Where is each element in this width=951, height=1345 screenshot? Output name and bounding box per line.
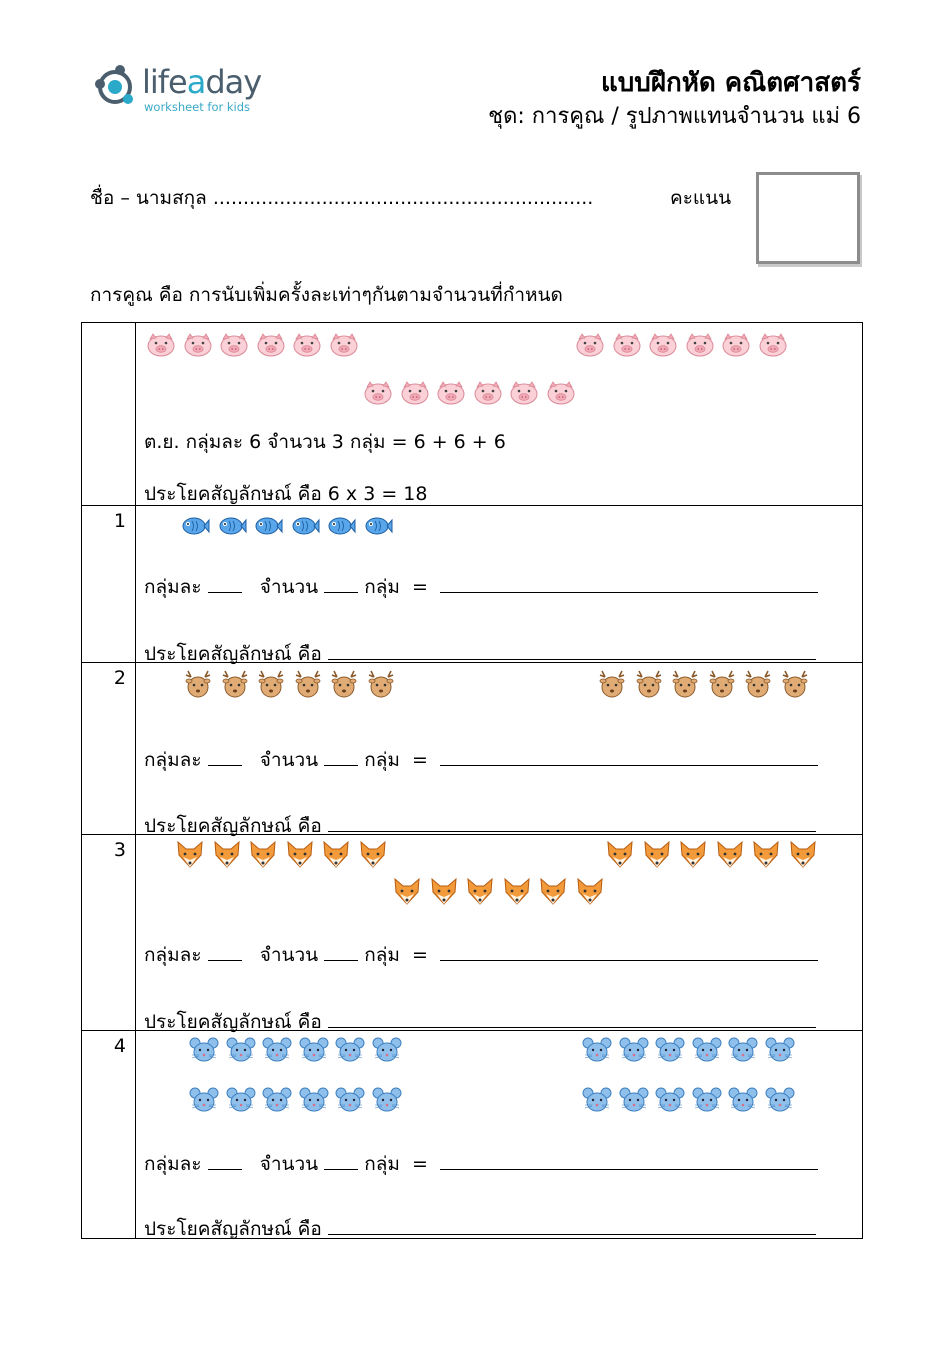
example-row bbox=[82, 323, 862, 505]
deer-icon bbox=[597, 669, 816, 699]
number-cell bbox=[82, 663, 136, 834]
pig-icon bbox=[146, 330, 365, 360]
per-group-label: กลุ่มละ bbox=[144, 749, 202, 771]
mouse-icon bbox=[582, 1035, 801, 1065]
definition-text: การคูณ คือ การนับเพิ่มครั้งละเท่าๆกันตามจำนวนที่กำหนด bbox=[90, 284, 563, 306]
number-cell bbox=[82, 835, 136, 1030]
sentence-label: ประโยคสัญลักษณ์ คือ bbox=[144, 1011, 322, 1033]
score-box bbox=[756, 172, 860, 264]
fish-icon bbox=[180, 511, 399, 541]
group-label: กลุ่ม bbox=[364, 749, 400, 771]
group-line bbox=[144, 572, 818, 602]
group-label: กลุ่ม bbox=[364, 944, 400, 966]
addition-blank[interactable] bbox=[440, 591, 818, 593]
sentence-blank[interactable] bbox=[328, 1026, 816, 1028]
count-blank[interactable] bbox=[324, 959, 358, 961]
count-blank[interactable] bbox=[324, 591, 358, 593]
page-subtitle: ชุด: การคูณ / รูปภาพแทนจำนวน แม่ 6 bbox=[488, 104, 861, 129]
sentence-label: ประโยคสัญลักษณ์ คือ bbox=[144, 815, 322, 837]
number-cell bbox=[82, 506, 136, 662]
example-addition: ต.ย. กลุ่มละ 6 จำนวน 3 กลุ่ม = 6 + 6 + 6 bbox=[144, 431, 506, 453]
group-line bbox=[144, 1149, 818, 1179]
group-line bbox=[144, 940, 818, 970]
per-group-label: กลุ่มละ bbox=[144, 576, 202, 598]
page-title: แบบฝึกหัด คณิตศาสตร์ bbox=[600, 68, 861, 98]
count-label: จำนวน bbox=[259, 749, 319, 771]
fox-icon bbox=[175, 839, 394, 869]
count-blank[interactable] bbox=[324, 1168, 358, 1170]
number-cell bbox=[82, 323, 136, 505]
mouse-icon bbox=[189, 1085, 408, 1115]
per-group-label: กลุ่มละ bbox=[144, 944, 202, 966]
group-line bbox=[144, 745, 818, 775]
question-number: 1 bbox=[113, 510, 126, 532]
sentence-blank[interactable] bbox=[328, 658, 816, 660]
question-row-3 bbox=[82, 834, 862, 1033]
per-group-blank[interactable] bbox=[208, 959, 242, 961]
per-group-blank[interactable] bbox=[208, 764, 242, 766]
logo-icon bbox=[90, 62, 140, 112]
per-group-label: กลุ่มละ bbox=[144, 1153, 202, 1175]
pig-icon bbox=[575, 330, 794, 360]
group-label: กลุ่ม bbox=[364, 576, 400, 598]
question-row-4 bbox=[82, 1030, 862, 1238]
count-label: จำนวน bbox=[259, 944, 319, 966]
equals-label: = bbox=[412, 576, 428, 598]
pig-icon bbox=[363, 378, 582, 408]
fox-icon bbox=[605, 839, 824, 869]
number-cell bbox=[82, 1031, 136, 1238]
sentence-blank[interactable] bbox=[328, 1233, 816, 1235]
example-sentence: ประโยคสัญลักษณ์ คือ 6 x 3 = 18 bbox=[144, 483, 428, 505]
name-field: ชื่อ – นามสกุล ............................................................... bbox=[90, 187, 594, 209]
score-label: คะแนน bbox=[670, 187, 732, 209]
sentence-blank[interactable] bbox=[328, 830, 816, 832]
logo bbox=[90, 60, 290, 120]
addition-blank[interactable] bbox=[440, 959, 818, 961]
mouse-icon bbox=[582, 1085, 801, 1115]
sentence-label: ประโยคสัญลักษณ์ คือ bbox=[144, 643, 322, 665]
equals-label: = bbox=[412, 1153, 428, 1175]
equals-label: = bbox=[412, 749, 428, 771]
logo-tagline: worksheet for kids bbox=[144, 100, 251, 114]
per-group-blank[interactable] bbox=[208, 591, 242, 593]
question-row-1 bbox=[82, 505, 862, 665]
worksheet-table bbox=[81, 322, 863, 1239]
question-row-2 bbox=[82, 662, 862, 837]
equals-label: = bbox=[412, 944, 428, 966]
addition-blank[interactable] bbox=[440, 1168, 818, 1170]
per-group-blank[interactable] bbox=[208, 1168, 242, 1170]
question-number: 2 bbox=[113, 667, 126, 689]
sentence-line bbox=[144, 1214, 816, 1244]
count-label: จำนวน bbox=[259, 576, 319, 598]
fox-icon bbox=[392, 876, 611, 906]
group-label: กลุ่ม bbox=[364, 1153, 400, 1175]
mouse-icon bbox=[189, 1035, 408, 1065]
question-number: 4 bbox=[113, 1035, 126, 1057]
count-blank[interactable] bbox=[324, 764, 358, 766]
sentence-label: ประโยคสัญลักษณ์ คือ bbox=[144, 1218, 322, 1240]
addition-blank[interactable] bbox=[440, 764, 818, 766]
deer-icon bbox=[183, 669, 402, 699]
question-number: 3 bbox=[113, 839, 126, 861]
logo-wordmark: lifeaday bbox=[142, 63, 262, 101]
count-label: จำนวน bbox=[259, 1153, 319, 1175]
